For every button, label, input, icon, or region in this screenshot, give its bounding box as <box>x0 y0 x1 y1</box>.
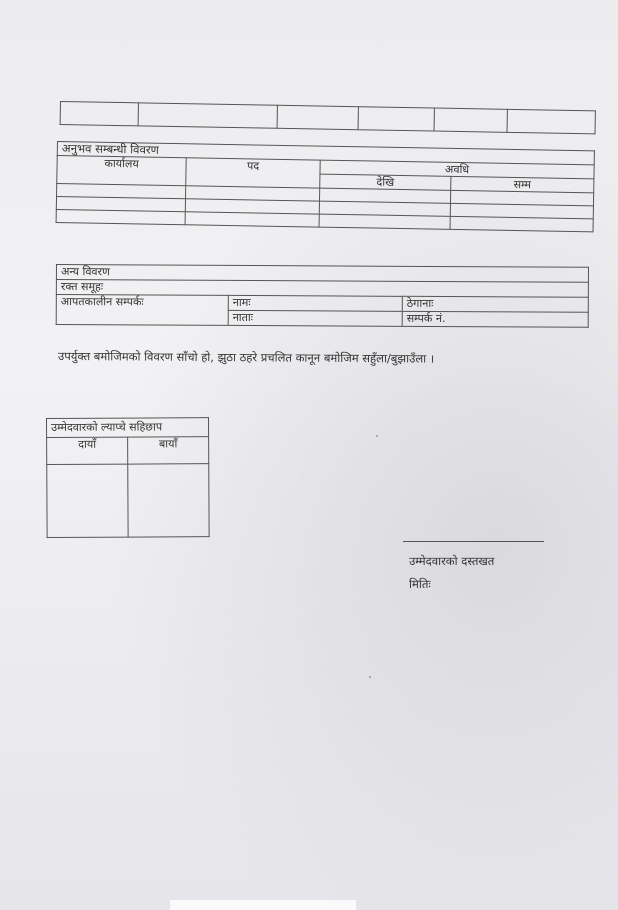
other-details-table <box>56 264 589 328</box>
table-cell <box>278 105 358 129</box>
date-label: मितिः <box>409 577 431 591</box>
thumb-right-label: दायाँ <box>47 437 128 464</box>
table-cell <box>450 216 593 231</box>
thumbprint-table <box>46 417 210 538</box>
declaration-text: उपर्युक्त बमोजिमको विवरण साँचो हो, झुठा ठहरे प्रचलित कानून बमोजिम सहुँला/बुझाउँला । <box>57 349 435 366</box>
table-cell <box>56 209 185 224</box>
table-row <box>56 295 588 313</box>
contact-no-label: सम्पर्क नं. <box>402 311 588 327</box>
experience-heading: अनुभव सम्बन्धी विवरण <box>57 142 594 165</box>
address-label: ठेगानाः <box>402 296 588 312</box>
blood-group-label: रक्त समूहः <box>56 280 588 298</box>
paper-speck <box>376 435 378 437</box>
table-row <box>47 437 209 465</box>
table-row <box>60 102 595 134</box>
thumb-right-box <box>47 464 128 537</box>
table-cell <box>507 109 595 134</box>
bottom-paper-edge <box>170 900 356 910</box>
table-row <box>47 464 209 538</box>
table-cell <box>185 212 319 227</box>
table-cell <box>138 103 278 128</box>
col-office: कार्यालय <box>57 156 186 186</box>
experience-table <box>56 141 595 232</box>
table-cell <box>319 214 450 229</box>
emergency-contact-label: आपतकालीन सम्पर्कः <box>56 295 228 326</box>
table-row <box>47 418 209 438</box>
other-heading: अन्य विवरण <box>56 265 588 283</box>
name-label: नामः <box>228 295 402 311</box>
signature-line <box>403 541 544 542</box>
table-cell <box>358 107 435 131</box>
table-cell <box>60 102 139 126</box>
table-cell <box>434 108 508 132</box>
paper-speck <box>369 676 371 678</box>
col-post: पद <box>186 158 320 188</box>
col-from: देखि <box>320 174 451 190</box>
thumb-left-label: बायाँ <box>128 437 209 464</box>
col-duration: अवधि <box>320 160 594 179</box>
thumb-left-box <box>128 464 209 537</box>
thumbprint-heading: उम्मेदवारको ल्याप्चे सहिछाप <box>47 418 209 438</box>
relation-label: नाताः <box>228 310 402 326</box>
col-to: सम्म <box>451 176 594 192</box>
signature-label: उम्मेदवारको दस्तखत <box>409 554 495 568</box>
top-table <box>60 101 596 134</box>
